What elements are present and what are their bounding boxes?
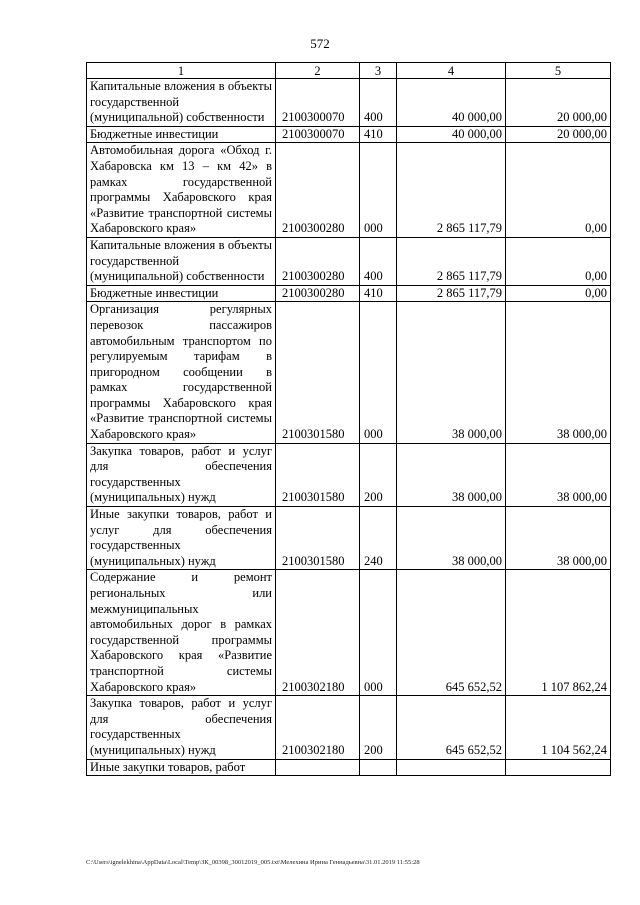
expense-description: Закупка товаров, работ и услуг для обеспечения государственных (муниципальных) нужд — [87, 696, 276, 759]
amount-year-1: 2 865 117,79 — [397, 237, 506, 285]
expense-type-code: 240 — [360, 507, 397, 570]
amount-year-2 — [506, 759, 611, 776]
expense-type-code: 410 — [360, 285, 397, 302]
column-header: 1 — [87, 63, 276, 79]
table-row — [87, 507, 611, 570]
target-article-code: 2100300070 — [276, 126, 360, 143]
amount-year-1: 40 000,00 — [397, 79, 506, 127]
amount-year-2: 0,00 — [506, 143, 611, 238]
target-article-code — [276, 759, 360, 776]
expense-description: Капитальные вложения в объекты государственной (муниципальной) собственности — [87, 79, 276, 127]
target-article-code: 2100300070 — [276, 79, 360, 127]
table-row — [87, 570, 611, 696]
target-article-code: 2100300280 — [276, 237, 360, 285]
expense-type-code: 400 — [360, 79, 397, 127]
target-article-code: 2100301580 — [276, 302, 360, 443]
table-row — [87, 443, 611, 506]
expense-type-code: 000 — [360, 302, 397, 443]
column-header: 3 — [360, 63, 397, 79]
table-row — [87, 237, 611, 285]
expense-description: Содержание и ремонт региональных или межмуниципальных автомобильных дорог в рамках государственной программы Хабаровского края «Развитие транспортной системы Хабаровского края» — [87, 570, 276, 696]
amount-year-1: 645 652,52 — [397, 570, 506, 696]
amount-year-1: 38 000,00 — [397, 507, 506, 570]
expense-description: Иные закупки товаров, работ — [87, 759, 276, 776]
table-row — [87, 79, 611, 127]
expense-type-code — [360, 759, 397, 776]
expense-description: Капитальные вложения в объекты государственной (муниципальной) собственности — [87, 237, 276, 285]
expense-type-code: 410 — [360, 126, 397, 143]
expense-description: Закупка товаров, работ и услуг для обеспечения государственных (муниципальных) нужд — [87, 443, 276, 506]
target-article-code: 2100302180 — [276, 696, 360, 759]
amount-year-2: 0,00 — [506, 285, 611, 302]
table-row — [87, 285, 611, 302]
expense-type-code: 200 — [360, 696, 397, 759]
target-article-code: 2100300280 — [276, 285, 360, 302]
expense-description: Автомобильная дорога «Обход г. Хабаровска км 13 – км 42» в рамках государственной программы Хабаровского края «Развитие транспортной системы Хабаровского края» — [87, 143, 276, 238]
column-header: 2 — [276, 63, 360, 79]
amount-year-1: 2 865 117,79 — [397, 143, 506, 238]
amount-year-1: 645 652,52 — [397, 696, 506, 759]
table-row — [87, 126, 611, 143]
amount-year-1: 38 000,00 — [397, 302, 506, 443]
target-article-code: 2100301580 — [276, 507, 360, 570]
budget-table — [86, 62, 611, 776]
column-header: 5 — [506, 63, 611, 79]
page-number: 572 — [310, 36, 330, 51]
expense-type-code: 200 — [360, 443, 397, 506]
table-row — [87, 143, 611, 238]
expense-description: Иные закупки товаров, работ и услуг для обеспечения государственных (муниципальных) нужд — [87, 507, 276, 570]
amount-year-1: 2 865 117,79 — [397, 285, 506, 302]
column-header: 4 — [397, 63, 506, 79]
amount-year-2: 1 107 862,24 — [506, 570, 611, 696]
amount-year-1: 40 000,00 — [397, 126, 506, 143]
expense-description: Организация регулярных перевозок пассажиров автомобильным транспортом по регулируемым тарифам в пригородном сообщении в рамках государственной программы Хабаровского края «Развитие транспортной системы Хабаровского края» — [87, 302, 276, 443]
expense-description: Бюджетные инвестиции — [87, 285, 276, 302]
amount-year-2: 1 104 562,24 — [506, 696, 611, 759]
amount-year-2: 20 000,00 — [506, 126, 611, 143]
amount-year-2: 38 000,00 — [506, 302, 611, 443]
target-article-code: 2100302180 — [276, 570, 360, 696]
amount-year-2: 0,00 — [506, 237, 611, 285]
table-header-row — [87, 63, 611, 79]
amount-year-2: 20 000,00 — [506, 79, 611, 127]
file-path-footer: C:\Users\ignelekhina\AppData\Local\Temp\ЗК_00398_30012019_005.txt\Мелехина Ирина Геннадьевна\31.01.2019 11:55:28 — [86, 859, 420, 866]
amount-year-2: 38 000,00 — [506, 443, 611, 506]
amount-year-2: 38 000,00 — [506, 507, 611, 570]
table-row — [87, 302, 611, 443]
expense-description: Бюджетные инвестиции — [87, 126, 276, 143]
target-article-code: 2100301580 — [276, 443, 360, 506]
amount-year-1: 38 000,00 — [397, 443, 506, 506]
expense-type-code: 400 — [360, 237, 397, 285]
table-row — [87, 696, 611, 759]
amount-year-1 — [397, 759, 506, 776]
target-article-code: 2100300280 — [276, 143, 360, 238]
expense-type-code: 000 — [360, 570, 397, 696]
table-row — [87, 759, 611, 776]
expense-type-code: 000 — [360, 143, 397, 238]
